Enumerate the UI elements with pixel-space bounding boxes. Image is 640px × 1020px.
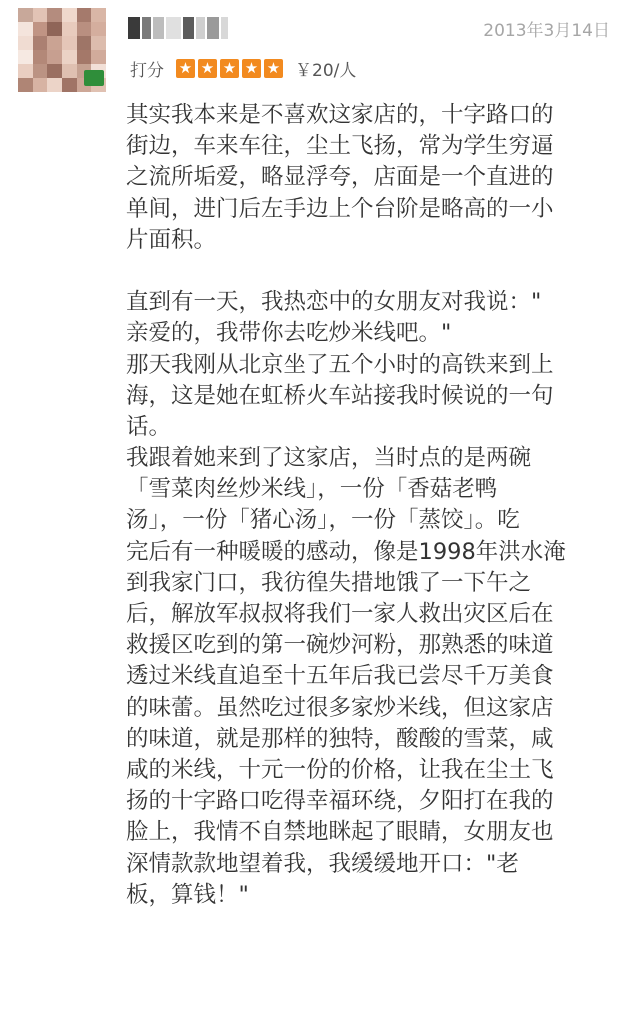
review-text-line: 透过米线直追至十五年后我已尝尽千万美食 (126, 663, 554, 690)
review-text-line: 脸上，我情不自禁地眯起了眼睛，女朋友也 (126, 819, 554, 846)
review-text-line: 「雪菜肉丝炒米线」，一份「香菇老鸭 (126, 476, 498, 503)
level-badge-icon (84, 70, 104, 86)
review-text-line: 深情款款地望着我，我缓缓地开口："老 (126, 850, 519, 877)
star-icon: ★ (176, 59, 195, 78)
review-text-line: 板，算钱！" (126, 881, 249, 908)
review-text-line: 后，解放军叔叔将我们一家人救出灾区后在 (126, 601, 554, 627)
star-icon: ★ (198, 59, 217, 78)
review-text-line: 我跟着她来到了这家店，当时点的是两碗 (126, 445, 532, 472)
review-text-line: 其实我本来是不喜欢这家店的，十字路口的 (126, 102, 554, 128)
review-body (126, 100, 610, 911)
review-text-line: 扬的十字路口吃得幸福环绕，夕阳打在我的 (126, 788, 554, 815)
review-text-line: 那天我刚从北京坐了五个小时的高铁来到上 (126, 351, 554, 378)
star-icon: ★ (220, 59, 239, 78)
review-text-line: 之流所垢爱，略显浮夸，店面是一个直进的 (126, 164, 554, 191)
review-text-line: 片面积。 (126, 226, 217, 253)
review-text-line: 街边，车来车往，尘土飞扬，常为学生穷逼 (126, 133, 554, 160)
review-text-line: 救援区吃到的第一碗炒河粉，那熟悉的味道 (126, 632, 554, 659)
review-text-line: 亲爱的，我带你去吃炒米线吧。" (126, 320, 452, 347)
review-text-line: 的味道，就是那样的独特，酸酸的雪菜，咸 (126, 725, 554, 752)
review-text-line: 完后有一种暖暖的感动，像是1998年洪水淹 (126, 538, 566, 565)
review-text-line: 咸的米线，十元一份的价格，让我在尘土飞 (126, 756, 554, 783)
rating-stars (176, 59, 283, 78)
price-per-person: ￥20/人 (295, 60, 357, 81)
username-obscured[interactable] (128, 14, 228, 42)
rating-row (130, 55, 356, 81)
review-date: 2013年3月14日 (483, 21, 610, 41)
star-icon: ★ (264, 59, 283, 78)
review-text-line: 汤」，一份「猪心汤」，一份「蒸饺」。吃 (126, 507, 520, 534)
star-icon: ★ (242, 59, 261, 78)
review-text-line: 直到有一天，我热恋中的女朋友对我说：" (126, 289, 542, 316)
review-text-line (126, 256, 610, 287)
review-text-line: 海，这是她在虹桥火车站接我时候说的一句 (126, 382, 554, 409)
review-text-line: 单间，进门后左手边上个台阶是略高的一小 (126, 195, 554, 222)
review-text-line: 到我家门口，我彷徨失措地饿了一下午之 (126, 569, 532, 596)
review-text-line: 的味蕾。虽然吃过很多家炒米线，但这家店 (126, 694, 554, 721)
rating-label: 打分 (130, 60, 164, 81)
review-text-line: 话。 (126, 413, 172, 440)
